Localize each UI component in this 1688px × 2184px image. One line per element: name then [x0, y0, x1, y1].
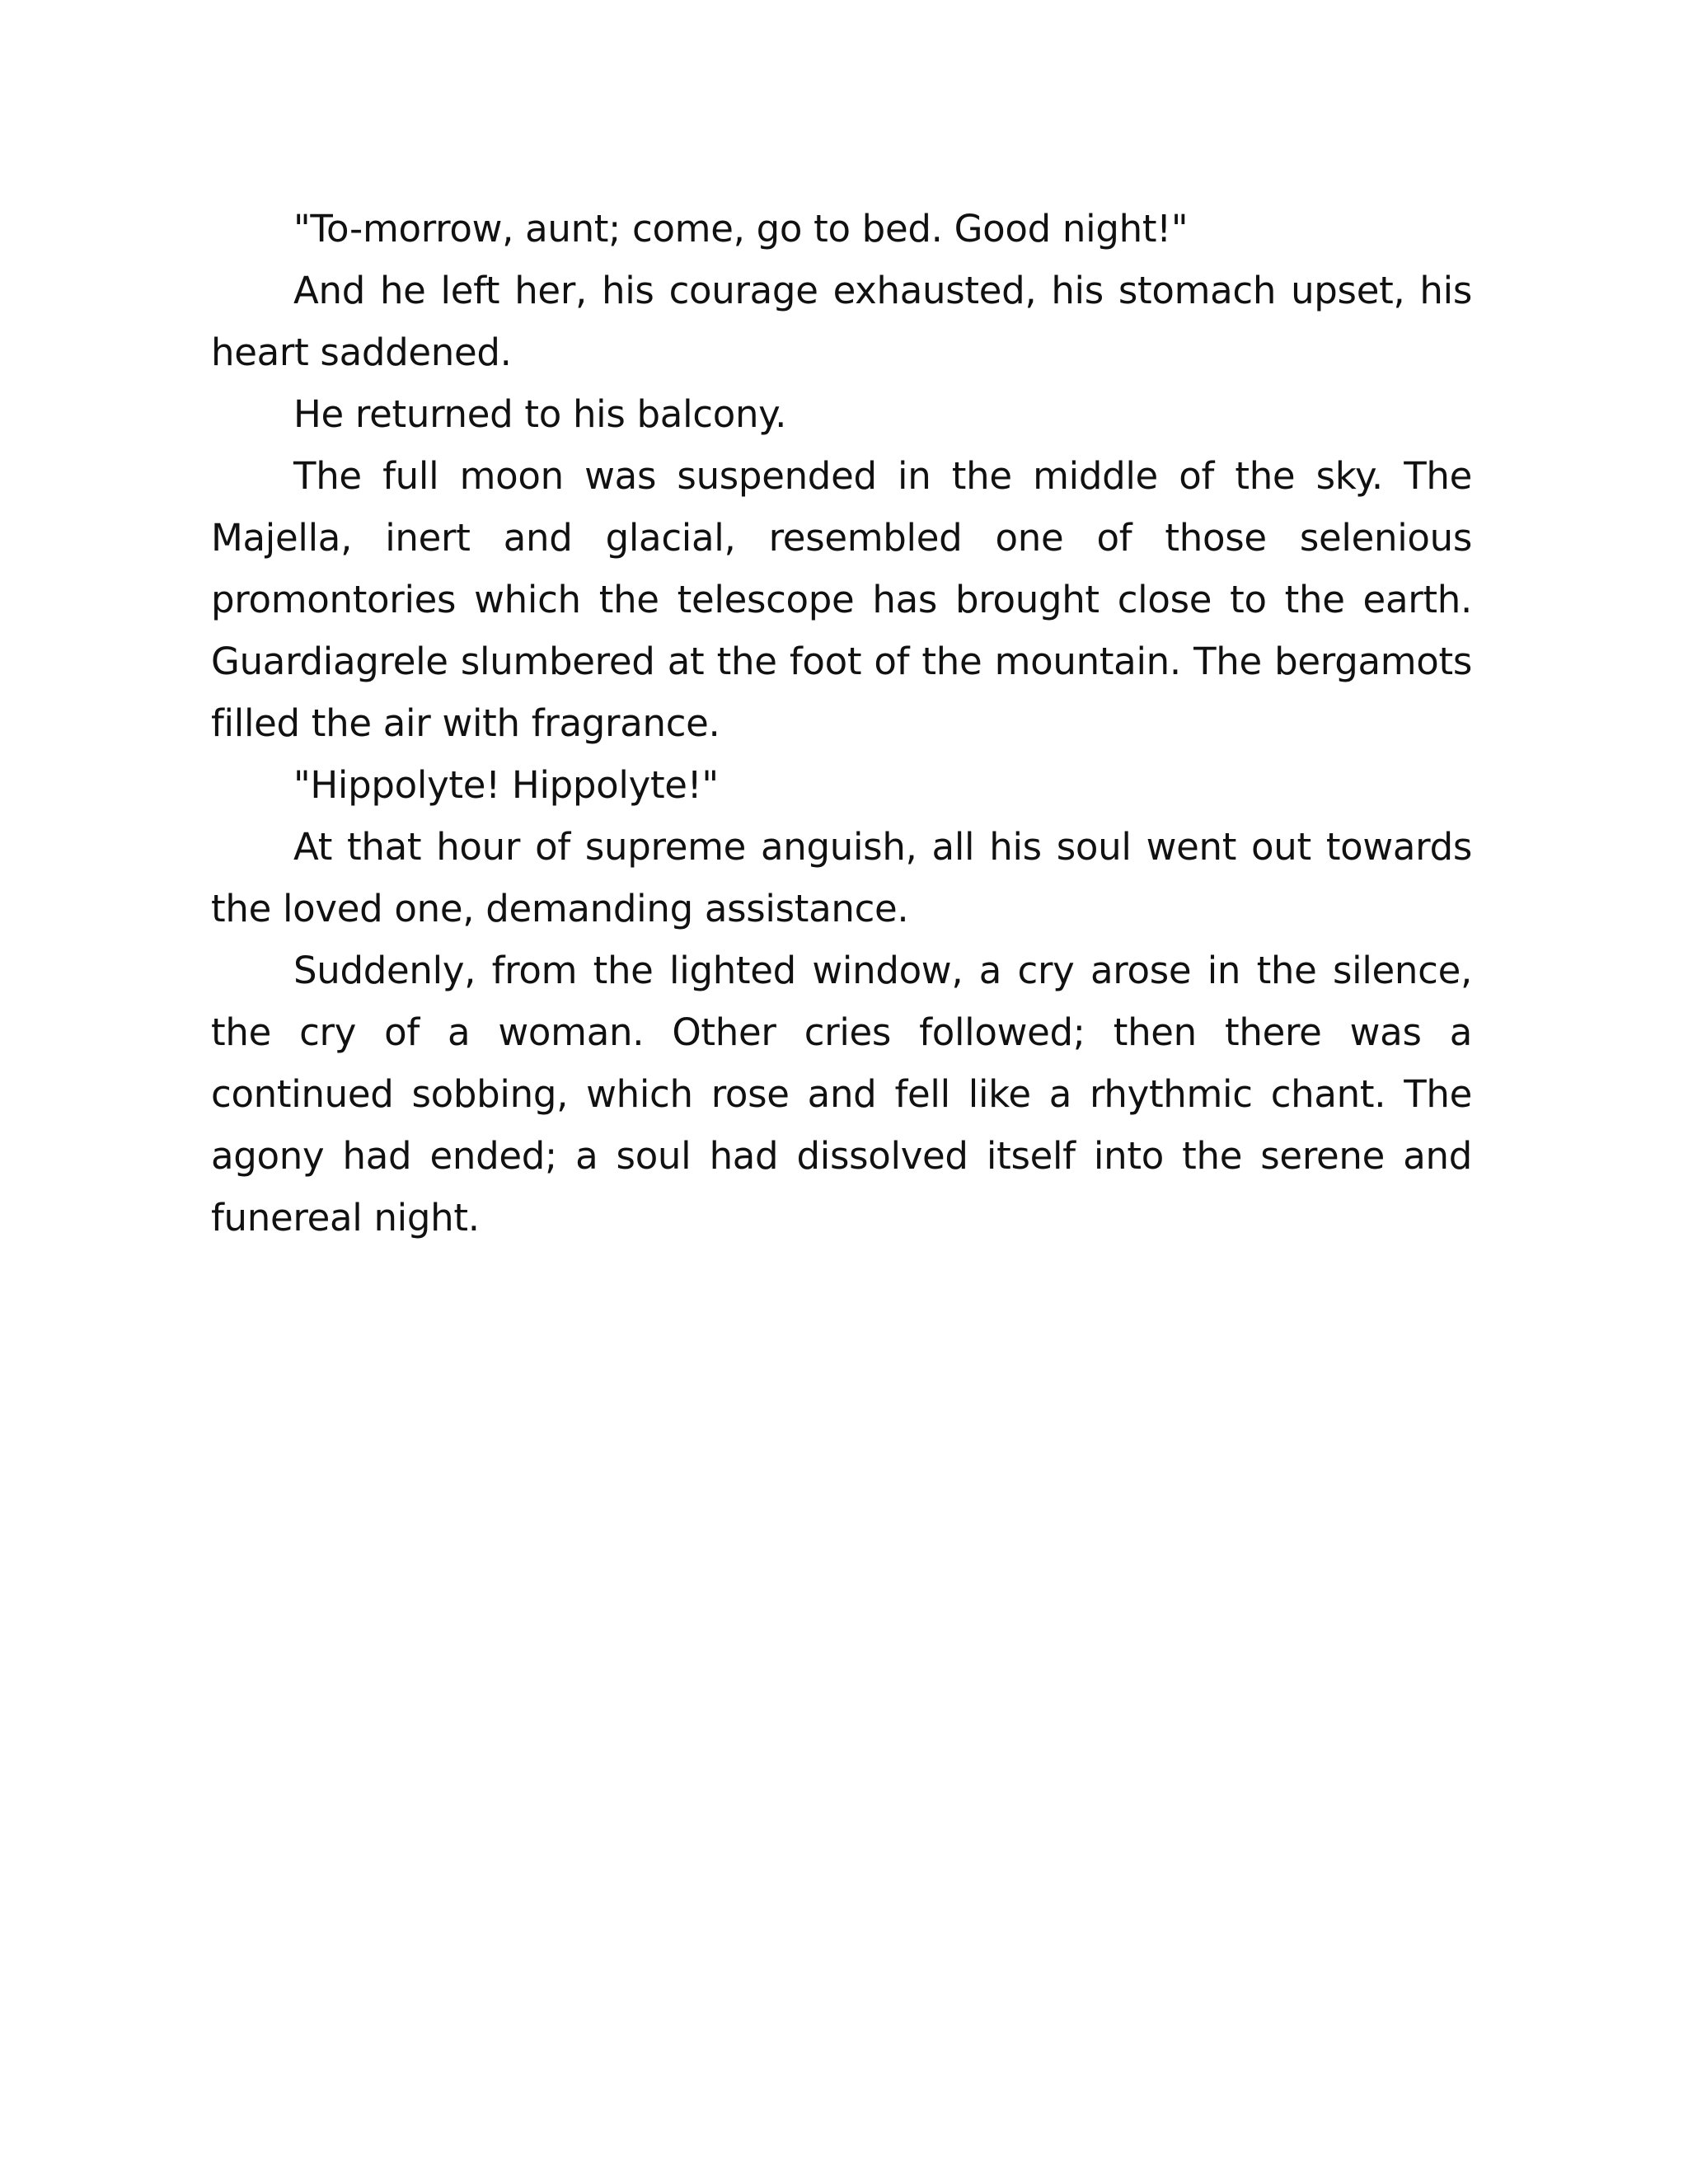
paragraph: Suddenly, from the lighted window, a cry arose in the silence, the cry of a woman. Other cries followed; then there was a continued sobbing, which rose and fell like a rhythmic chant. The agony had ended; a soul had dissolved itself into the serene and funereal night.	[211, 949, 1472, 1240]
paragraph: The full moon was suspended in the middle of the sky. The Majella, inert and glacial, resembled one of those selenious promontories which the telescope has brought close to the earth. Guardiagrele slumbered at the foot of the mountain. The bergamots filled the air with fragrance.	[211, 454, 1472, 745]
paragraph: "Hippolyte! Hippolyte!"	[293, 763, 719, 807]
body-text	[211, 198, 1472, 1249]
paragraph: He returned to his balcony.	[293, 392, 787, 436]
paragraph: "To-morrow, aunt; come, go to bed. Good night!"	[293, 207, 1189, 251]
paragraph: At that hour of supreme anguish, all his soul went out towards the loved one, demanding assistance.	[211, 825, 1472, 930]
paragraph: And he left her, his courage exhausted, his stomach upset, his heart saddened.	[211, 269, 1472, 374]
